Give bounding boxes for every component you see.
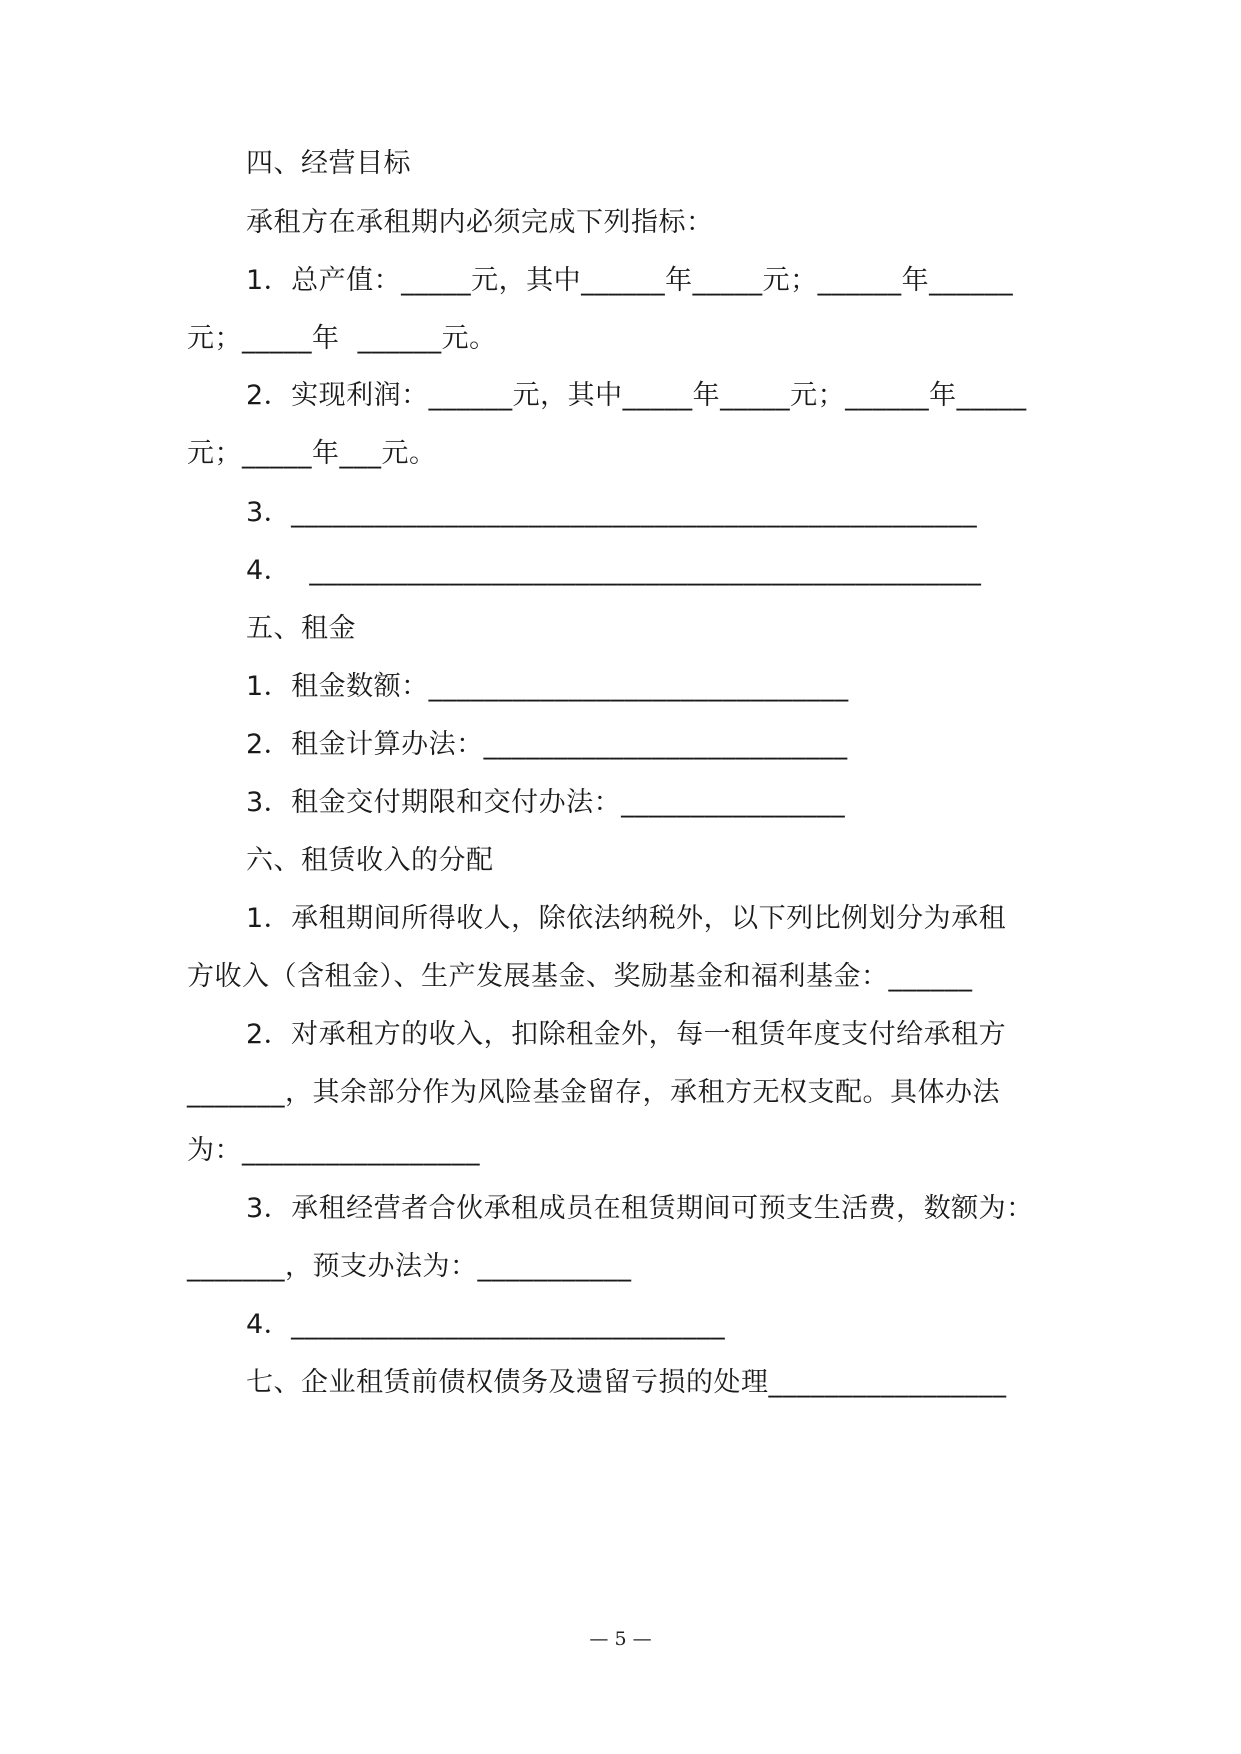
distribution-4-blank: 4．_______________________________ — [246, 1309, 726, 1340]
distribution-2-line-1: 2．对承租方的收入，扣除租金外，每一租赁年度支付给承租方 — [246, 1019, 1007, 1050]
distribution-3-line-1: 3．承租经营者合伙承租成员在租赁期间可预支生活费，数额为： — [246, 1193, 1034, 1224]
clause-2-line-1: 2．实现利润：______元，其中_____年_____元；______年_____ — [246, 380, 1027, 411]
rent-payment: 3．租金交付期限和交付办法：________________ — [246, 787, 846, 818]
rent-amount: 1．租金数额：______________________________ — [246, 671, 849, 702]
distribution-2-line-2: _______，其余部分作为风险基金留存，承租方无权支配。具体办法 — [187, 1077, 1000, 1108]
section-heading-5: 五、租金 — [246, 613, 356, 644]
paragraph: 承租方在承租期内必须完成下列指标： — [246, 207, 714, 238]
distribution-2-line-3: 为：_________________ — [187, 1135, 480, 1166]
page-number: — 5 — — [589, 1628, 652, 1650]
clause-4-blank: 4． ________________________________________________ — [246, 555, 982, 586]
distribution-3-line-2: _______，预支办法为：___________ — [187, 1251, 632, 1282]
section-heading-4: 四、经营目标 — [246, 148, 411, 179]
section-heading-7: 七、企业租赁前债权债务及遗留亏损的处理_________________ — [246, 1367, 1007, 1398]
clause-3-blank: 3．_________________________________________________ — [246, 497, 978, 528]
section-heading-6: 六、租赁收入的分配 — [246, 845, 494, 876]
distribution-1-line-1: 1．承租期间所得收人，除依法纳税外，以下列比例划分为承租 — [246, 903, 1007, 934]
rent-calculation: 2．租金计算办法：__________________________ — [246, 729, 848, 760]
clause-2-line-2: 元；_____年___元。 — [187, 438, 437, 469]
distribution-1-line-2: 方收入（含租金）、生产发展基金、奖励基金和福利基金：______ — [187, 961, 973, 992]
clause-1-line-1: 1．总产值：_____元，其中______年_____元；______年______ — [246, 265, 1014, 296]
clause-1-line-2: 元；_____年 ______元。 — [187, 323, 497, 354]
